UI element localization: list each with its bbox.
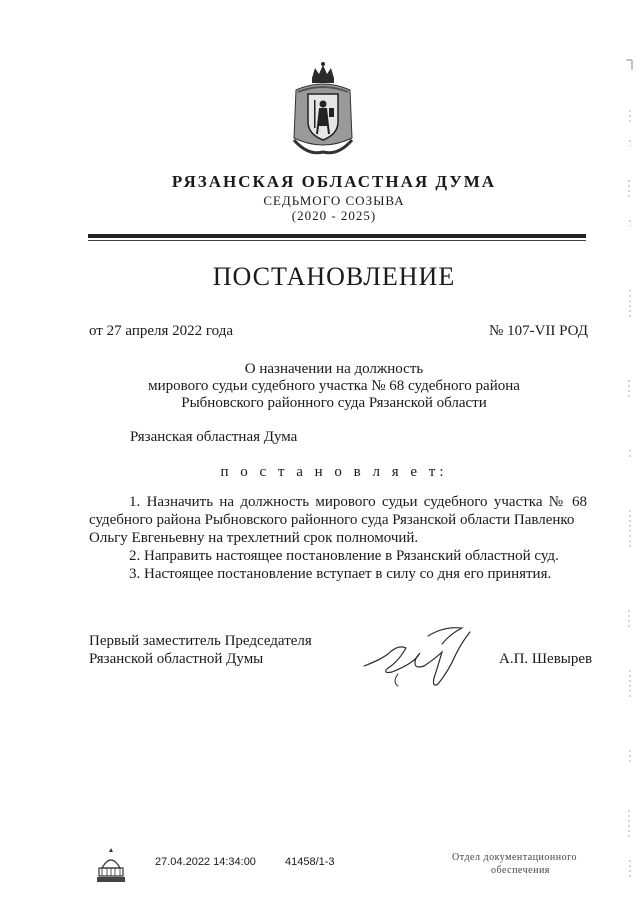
registration-code: 41458/1-3 bbox=[285, 856, 335, 868]
resolution-items bbox=[89, 493, 587, 583]
issuer-text: Рязанская областная Дума bbox=[130, 429, 298, 445]
convocation-years: (2020 - 2025) bbox=[291, 208, 377, 223]
document-type-title: ПОСТАНОВЛЕНИЕ bbox=[212, 262, 456, 291]
subject-line-1: О назначении на должность bbox=[244, 361, 424, 377]
resolution-item-3: 3. Настоящее постановление вступает в силу со дня его принятия. bbox=[129, 566, 552, 582]
decrees-word: п о с т а н о в л я е т: bbox=[220, 464, 448, 480]
scan-edge-marks bbox=[624, 50, 638, 900]
letterhead-divider bbox=[88, 234, 586, 243]
registration-datetime: 27.04.2022 14:34:00 bbox=[155, 856, 256, 868]
resolution-item-1: 1. Назначить на должность мирового судьи судебного участка № 68 bbox=[129, 494, 587, 510]
document-date: от 27 апреля 2022 года bbox=[89, 323, 234, 339]
divider-thin-line bbox=[88, 240, 586, 241]
resolution-item-1-continuation: судебного района Рыбновского районного суда Рязанской области Павленко Ольгу Евгеньевну на трехлетний срок полномочий. bbox=[89, 512, 575, 546]
coat-of-arms-icon bbox=[288, 60, 358, 160]
convocation-label: СЕДЬМОГО СОЗЫВА bbox=[263, 193, 405, 208]
department-stamp-line-1: Отдел документационного bbox=[452, 852, 577, 863]
resolution-item-2: 2. Направить настоящее постановление в Рязанский областной суд. bbox=[129, 548, 559, 564]
issuing-body-name: РЯЗАНСКАЯ ОБЛАСТНАЯ ДУМА bbox=[171, 172, 497, 191]
duma-logo-icon bbox=[96, 846, 126, 884]
subject-line-3: Рыбновского районного суда Рязанской области bbox=[181, 395, 487, 411]
document-number: № 107-VII РОД bbox=[489, 323, 588, 339]
handwritten-signature bbox=[358, 614, 488, 694]
signer-position-line-2: Рязанской областной Думы bbox=[89, 651, 264, 667]
subject-line-2: мирового судьи судебного участка № 68 судебного района bbox=[148, 378, 520, 394]
signer-position-line-1: Первый заместитель Председателя bbox=[89, 633, 312, 649]
signer-name: А.П. Шевырев bbox=[499, 651, 593, 667]
divider-thick-line bbox=[88, 234, 586, 238]
department-stamp-line-2: обеспечения bbox=[491, 865, 550, 876]
